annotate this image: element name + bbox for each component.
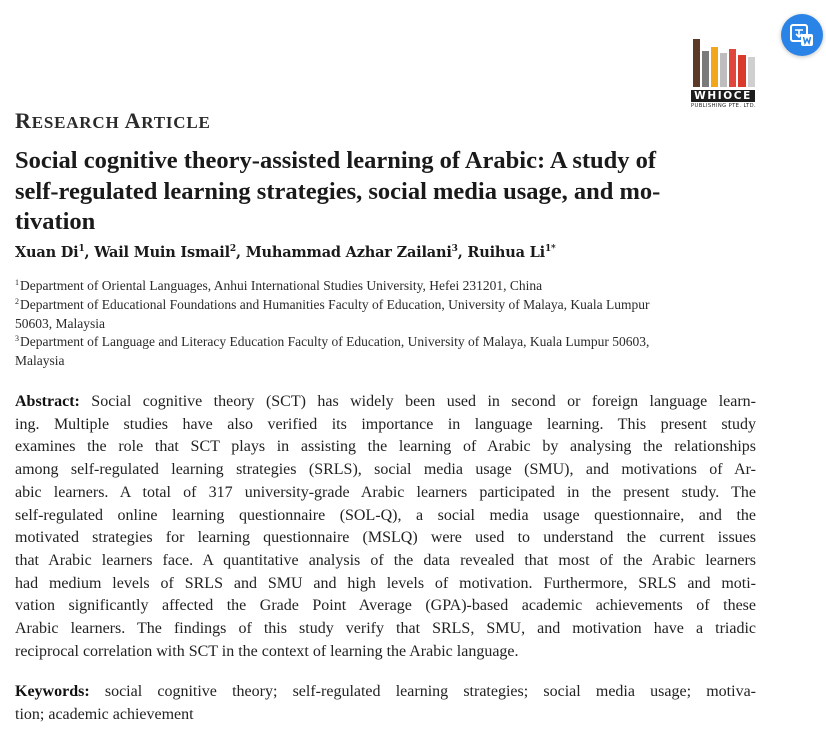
title-line: tivation [15, 208, 96, 235]
logo-subtitle: PUBLISHING PTE. LTD. [691, 103, 757, 109]
author-affil-sup: 1* [544, 244, 556, 254]
author-affil-sup: 2 [229, 244, 236, 254]
author-affil-sup: 3 [451, 244, 458, 254]
paper-page [15, 0, 756, 739]
affiliation-1: $^1$Department of Oriental Languages, Anhui International Studies University, Hefei 231201, China [15, 278, 543, 293]
abstract: Abstract: Social cognitive theory (SCT) has widely been used in second or foreign language learn- ing. Multiple studies have also verified its importance in language learning. This present study examines the role that SCT plays in assisting the learning of Arabic by analysing the relationships among self-regulated learning strategies (SRLS), social media usage (SMU), and motivations of Ar- abic learners. A total of 317 university-grade Arabic learners participated in the present study. The self-regulated online learning questionnaire (SOL-Q), a social media usage questionnaire, and the motivated strategies for learning questionnaire (MSLQ) were used to understand the current issues that Arabic learners face. A quantitative analysis of the data revealed that most of the Arabic learners had medium levels of SRLS and SMU and high levels of motivation. Furthermore, SRLS and moti- vation significantly affected the Grade Point Average (GPA)-based academic achievements of these Arabic learners. The findings of this study verify that SRLS, SMU, and motivation have a triadic reciprocal correlation with SCT in the context of learning the Arabic language. [15, 393, 756, 660]
author-affil-sup: 1 [78, 244, 85, 254]
logo-wordmark: WHIOCE [691, 90, 755, 102]
author-name: Wail Muin Ismail [94, 244, 230, 261]
author-name: Ruihua Li [467, 244, 545, 261]
affiliation-3: $^3$Department of Language and Literacy Education Faculty of Education, University of Malaya, Kuala Lumpur 50603, Malaysia [15, 334, 650, 368]
title-line: self-regulated learning strategies, social media usage, and mo- [15, 177, 661, 205]
translate-icon [789, 22, 815, 48]
keywords-label: Keywords: [15, 683, 90, 700]
author-name: Xuan Di [15, 244, 79, 261]
affiliation-2: $^2$Department of Educational Foundations and Humanities Faculty of Education, University of Malaya, Kuala Lumpur 50603, Malaysia [15, 297, 650, 331]
keywords: Keywords: social cognitive theory; self-regulated learning strategies; social media usage; motiva- tion; academic achievement [15, 683, 756, 723]
title-line: Social cognitive theory-assisted learning of Arabic: A study of [15, 147, 657, 174]
translate-button[interactable] [781, 14, 823, 56]
abstract-label: Abstract: [15, 393, 80, 410]
paper-title [15, 146, 756, 238]
author-list: Xuan Di$^1$, Wail Muin Ismail$^2$, Muhammad Azhar Zailani$^3$, Ruihua $Li^{1*}$ [15, 244, 556, 261]
author-name: Muhammad Azhar Zailani [245, 244, 452, 261]
article-type: RESEARCH ARTICLE [15, 108, 211, 133]
